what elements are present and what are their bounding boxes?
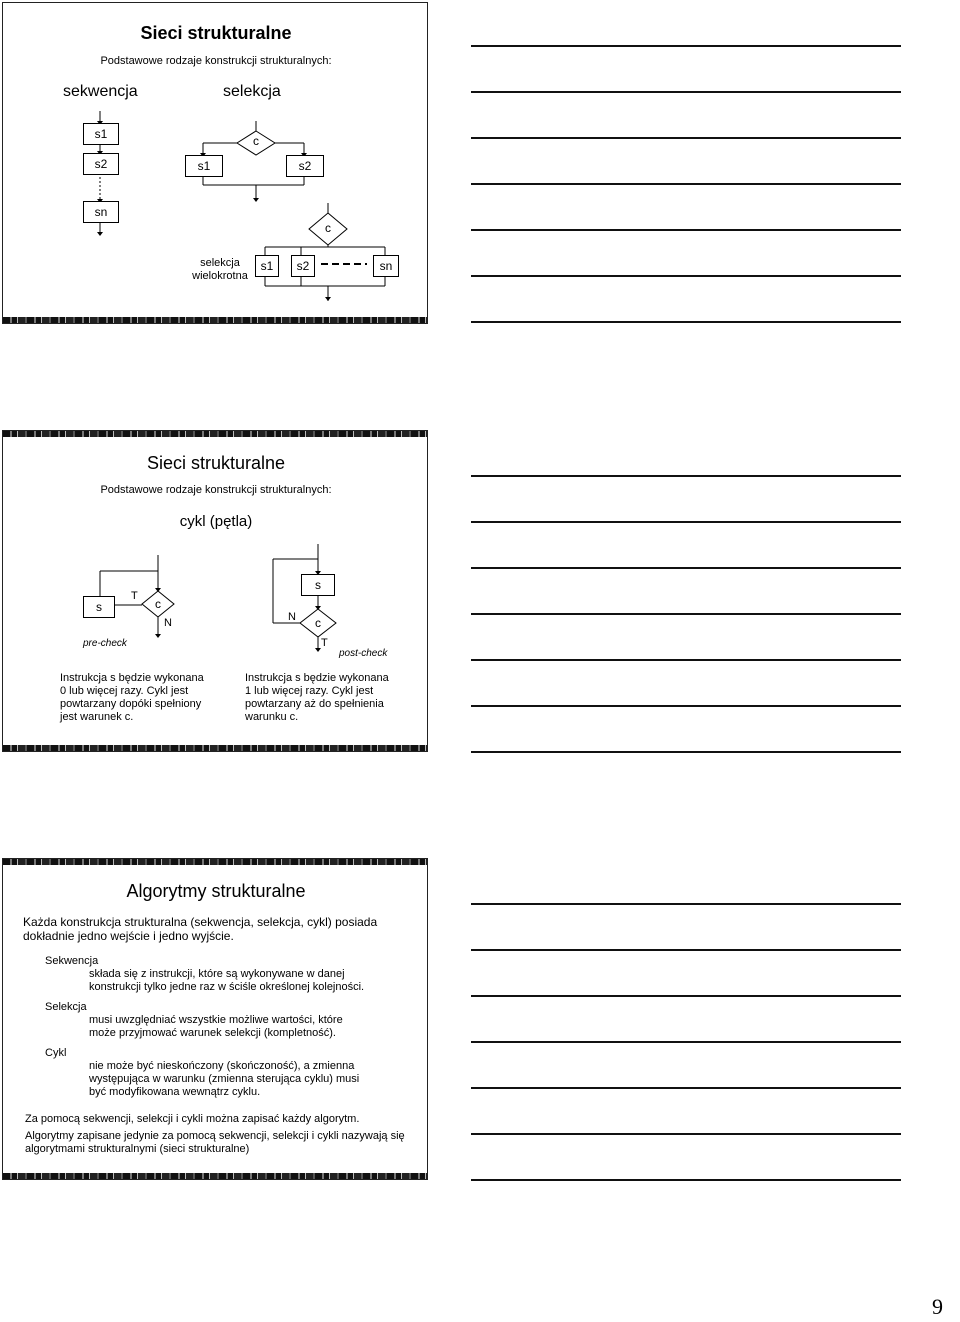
page-number: 9 <box>932 1294 943 1319</box>
multi-cond-c: c <box>325 221 331 235</box>
heading-sekwencja: sekwencja <box>63 83 138 100</box>
seq-box-s1: s1 <box>83 123 119 145</box>
slide-footer-bar <box>3 1173 427 1179</box>
term-cykl: Cykl <box>45 1047 67 1059</box>
desc-left-line: Instrukcja s będzie wykonana <box>60 672 204 684</box>
pre-box-s: s <box>83 596 115 618</box>
sel-box-s1: s1 <box>185 155 223 177</box>
multi-label-line2: wielokrotna <box>192 270 248 282</box>
desc-right-line: warunku c. <box>245 711 299 723</box>
slide-title: Sieci strukturalne <box>146 453 286 473</box>
post-label-T: T <box>321 637 328 649</box>
multi-label-line1: selekcja <box>200 257 240 269</box>
sel-box-s2: s2 <box>286 155 324 177</box>
desc-sekwencja <box>89 968 364 994</box>
seq-box-sn: sn <box>83 201 119 223</box>
term-selekcja: Selekcja <box>45 1001 87 1013</box>
heading-selekcja: selekcja <box>223 83 281 100</box>
desc-line: musi uwzględniać wszystkie możliwe wartości, które <box>89 1014 343 1026</box>
outro-block-2 <box>25 1130 405 1156</box>
intro-line: Każda konstrukcja strukturalna (sekwencja, selekcja, cykl) posiada <box>23 915 378 929</box>
post-cond-c: c <box>315 616 321 630</box>
desc-right-line: Instrukcja s będzie wykonana <box>245 672 389 684</box>
slide-algorytmy-strukturalne <box>2 858 428 1180</box>
post-check-description <box>245 672 389 724</box>
heading-cykl: cykl (pętla) <box>179 513 253 530</box>
outro-line: algorytmami strukturalnymi (sieci strukturalne) <box>25 1143 250 1155</box>
slide-title: Sieci strukturalne <box>140 23 292 43</box>
slide-sieci-strukturalne-2 <box>2 430 428 752</box>
outro-line: Algorytmy zapisane jedynie za pomocą sekwencji, selekcji i cykli nazywają się <box>25 1130 405 1142</box>
pre-label-N: N <box>164 617 172 629</box>
slide-subtitle: Podstawowe rodzaje konstrukcji strukturalnych: <box>100 484 332 496</box>
sel-cond-c: c <box>253 134 259 148</box>
term-sekwencja: Sekwencja <box>45 955 99 967</box>
desc-left-line: 0 lub więcej razy. Cykl jest <box>60 685 189 697</box>
multi-box-s1: s1 <box>255 255 279 277</box>
intro-line: dokładnie jedno wejście i jedno wyjście. <box>23 929 234 943</box>
desc-line: składa się z instrukcji, które są wykonywane w danej <box>89 968 345 980</box>
multi-box-s2: s2 <box>291 255 315 277</box>
multi-box-sn: sn <box>373 255 399 277</box>
seq-box-s2: s2 <box>83 153 119 175</box>
slide-intro <box>23 915 377 943</box>
slide-sieci-strukturalne-1 <box>2 2 428 324</box>
desc-left-line: jest warunek c. <box>60 711 134 723</box>
desc-line: nie może być nieskończony (skończoność), a zmienna <box>89 1060 355 1072</box>
desc-right-line: 1 lub więcej razy. Cykl jest <box>245 685 374 697</box>
desc-left-line: powtarzany dopóki spełniony <box>60 698 202 710</box>
desc-cykl <box>89 1060 359 1099</box>
desc-line: występująca w warunku (zmienna sterująca cyklu) musi <box>89 1073 360 1085</box>
desc-right-line: powtarzany aż do spełnienia <box>245 698 384 710</box>
desc-line: być modyfikowana wewnątrz cyklu. <box>89 1086 261 1098</box>
desc-line: może przyjmować warunek selekcji (kompletność). <box>89 1027 336 1039</box>
pre-check-label: pre-check <box>83 638 127 649</box>
desc-selekcja <box>89 1014 343 1040</box>
slide-subtitle: Podstawowe rodzaje konstrukcji strukturalnych: <box>100 55 332 67</box>
post-box-s: s <box>301 574 335 596</box>
post-check-label: post-check <box>339 648 388 659</box>
pre-check-description <box>60 672 204 724</box>
post-label-N: N <box>288 611 296 623</box>
desc-line: konstrukcji tylko jedne raz w ściśle określonej kolejności. <box>89 981 365 993</box>
pre-label-T: T <box>131 590 138 602</box>
slide-title: Algorytmy strukturalne <box>126 881 306 901</box>
pre-cond-c: c <box>155 597 161 611</box>
outro-line-1: Za pomocą sekwencji, selekcji i cykli można zapisać każdy algorytm. <box>25 1113 360 1125</box>
slide-header-bar <box>3 859 427 865</box>
